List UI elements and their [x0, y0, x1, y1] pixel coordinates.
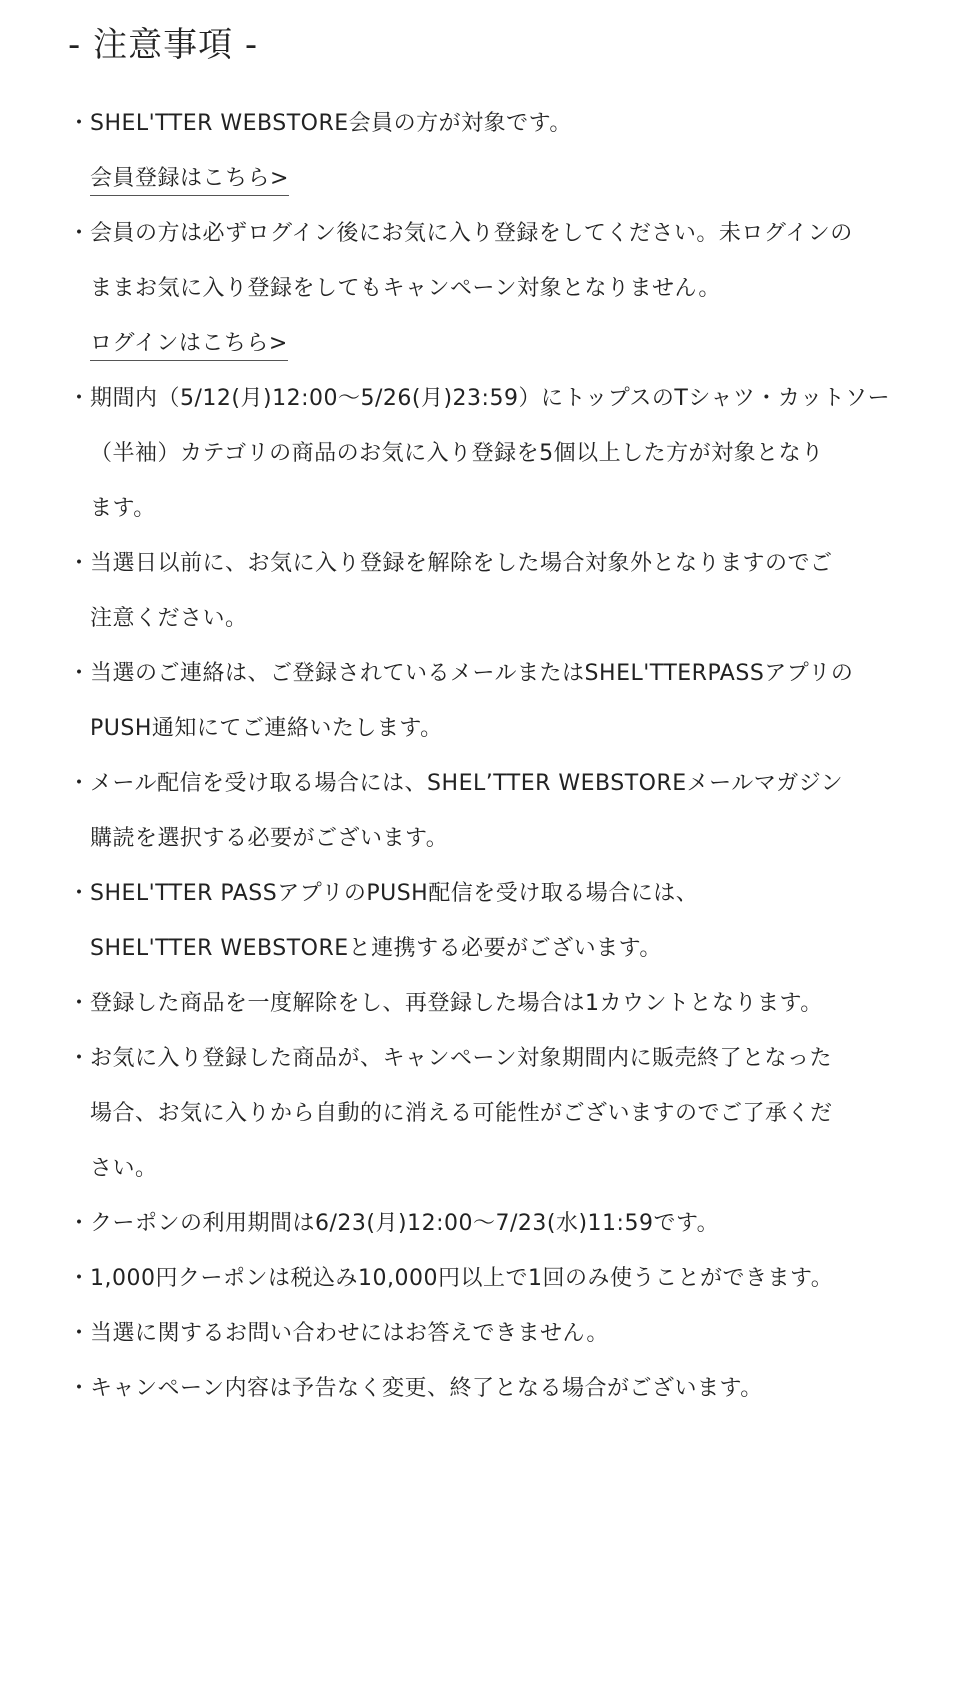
note-text-line: ます。 — [90, 496, 156, 521]
notes-heading: - 注意事項 - — [68, 25, 259, 65]
note-text-line: 注意ください。 — [90, 606, 248, 631]
note-text-line: さい。 — [90, 1156, 158, 1181]
note-item — [68, 976, 928, 1031]
note-text-line: 当選のご連絡は、ご登録されているメールまたはSHEL'TTERPASSアプリの — [90, 661, 854, 686]
member-registration-link[interactable]: 会員登録はこちら> — [90, 163, 289, 196]
bullet-glyph: ・ — [68, 221, 91, 246]
notes-list — [68, 96, 928, 1416]
note-item — [68, 1196, 928, 1251]
bullet-glyph: ・ — [68, 551, 91, 576]
note-text-line: お気に入り登録した商品が、キャンペーン対象期間内に販売終了となった — [90, 1046, 833, 1071]
bullet-glyph: ・ — [68, 111, 91, 136]
note-text-line: キャンペーン内容は予告なく変更、終了となる場合がございます。 — [90, 1376, 763, 1401]
note-text-line: （半袖）カテゴリの商品のお気に入り登録を5個以上した方が対象となり — [90, 441, 824, 466]
bullet-glyph: ・ — [68, 991, 91, 1016]
bullet-glyph: ・ — [68, 1211, 91, 1236]
bullet-glyph: ・ — [68, 1266, 91, 1291]
note-item — [68, 206, 928, 371]
note-item — [68, 371, 928, 536]
bullet-glyph: ・ — [68, 771, 91, 796]
note-text-line: 会員の方は必ずログイン後にお気に入り登録をしてください。未ログインの — [90, 221, 853, 246]
note-item — [68, 96, 928, 206]
bullet-glyph: ・ — [68, 386, 91, 411]
note-item — [68, 756, 928, 866]
note-item — [68, 1306, 928, 1361]
note-item — [68, 1361, 928, 1416]
note-item — [68, 536, 928, 646]
bullet-glyph: ・ — [68, 1046, 91, 1071]
note-item — [68, 1031, 928, 1196]
note-item — [68, 866, 928, 976]
note-text-line: 当選に関するお問い合わせにはお答えできません。 — [90, 1321, 609, 1346]
bullet-glyph: ・ — [68, 881, 91, 906]
note-item — [68, 646, 928, 756]
bullet-glyph: ・ — [68, 661, 91, 686]
note-item — [68, 1251, 928, 1306]
note-text-line: SHEL'TTER WEBSTORE会員の方が対象です。 — [90, 111, 572, 136]
login-link[interactable]: ログインはこちら> — [90, 328, 288, 361]
bullet-glyph: ・ — [68, 1376, 91, 1401]
note-text-line: メール配信を受け取る場合には、SHEL’TTER WEBSTOREメールマガジン — [90, 771, 844, 796]
notes-section — [68, 14, 928, 1416]
note-text-line: 登録した商品を一度解除をし、再登録した場合は1カウントとなります。 — [90, 991, 823, 1016]
note-text-line: 場合、お気に入りから自動的に消える可能性がございますのでご了承くだ — [90, 1101, 833, 1126]
note-text-line: SHEL'TTER WEBSTOREと連携する必要がございます。 — [90, 936, 662, 961]
note-text-line: 購読を選択する必要がございます。 — [90, 826, 449, 851]
bullet-glyph: ・ — [68, 1321, 91, 1346]
note-text-line: PUSH通知にてご連絡いたします。 — [90, 716, 443, 741]
note-text-line: ままお気に入り登録をしてもキャンペーン対象となりません。 — [90, 276, 721, 301]
note-text-line: 期間内（5/12(月)12:00～5/26(月)23:59）にトップスのTシャツ・カットソー — [90, 386, 891, 411]
note-text-line: SHEL'TTER PASSアプリのPUSH配信を受け取る場合には、 — [90, 881, 699, 906]
note-text-line: 当選日以前に、お気に入り登録を解除をした場合対象外となりますのでご — [90, 551, 833, 576]
note-text-line: 1,000円クーポンは税込み10,000円以上で1回のみ使うことができます。 — [90, 1266, 834, 1291]
note-text-line: クーポンの利用期間は6/23(月)12:00～7/23(水)11:59です。 — [90, 1211, 720, 1236]
